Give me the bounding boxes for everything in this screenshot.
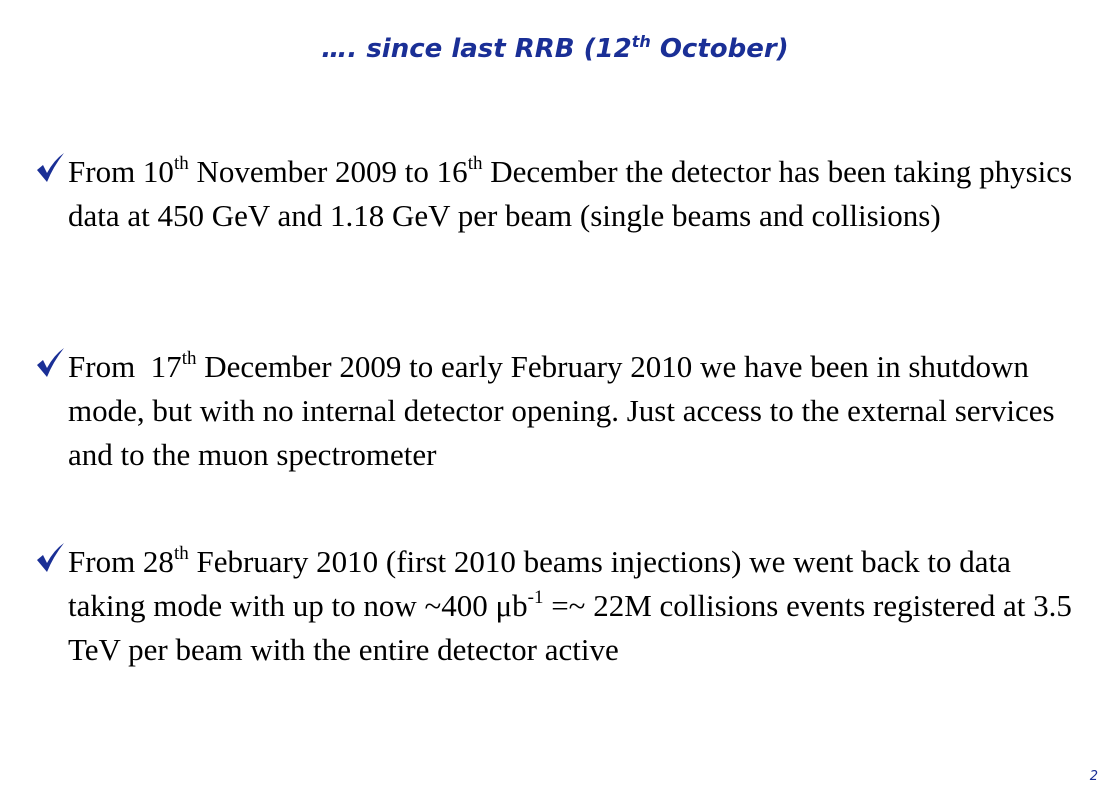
- bullet-item-3: [34, 540, 1084, 672]
- bullet-1-superscript-a: th: [173, 153, 189, 174]
- bullet-1-text-a: From 10: [68, 154, 174, 189]
- checkmark-icon: [34, 150, 66, 186]
- bullet-item-1: [34, 150, 1084, 238]
- slide-title-text-end: October): [650, 34, 789, 64]
- bullet-2-text-b: December 2009 to early February 2010 we have been in shutdown mode, but with no internal detector opening. Just access to the external services and to the muon spectrometer: [68, 349, 1055, 472]
- bullet-3-text-a: From 28: [68, 544, 174, 579]
- bullet-text-1: [68, 150, 1084, 238]
- bullet-2-superscript-a: th: [181, 348, 197, 369]
- bullet-item-2: [34, 345, 1084, 477]
- bullet-3-superscript-b: -1: [527, 587, 544, 608]
- bullet-1-superscript-b: th: [467, 153, 483, 174]
- slide-title: [0, 34, 1110, 64]
- bullet-3-superscript-a: th: [173, 543, 189, 564]
- bullet-2-text-a: From 17: [68, 349, 182, 384]
- bullet-1-text-b: November 2009 to 16: [188, 154, 468, 189]
- checkmark-icon: [34, 345, 66, 381]
- bullet-3-text-b: February 2010 (first 2010 beams injections) we went back to data taking mode with up to now ~400 μb: [68, 544, 1011, 623]
- slide-title-text: …. since last RRB (12: [321, 34, 632, 64]
- page-number: 2: [1089, 769, 1098, 784]
- bullet-1-text-c: December the detector has been taking physics data at 450 GeV and 1.18 GeV per beam (single beams and collisions): [68, 154, 1073, 233]
- bullet-3-text-c: =~ 22M collisions events registered at 3.5 TeV per beam with the entire detector active: [68, 588, 1072, 667]
- bullet-text-3: [68, 540, 1084, 672]
- checkmark-icon: [34, 540, 66, 576]
- bullet-text-2: [68, 345, 1084, 477]
- slide-title-superscript: th: [631, 32, 651, 51]
